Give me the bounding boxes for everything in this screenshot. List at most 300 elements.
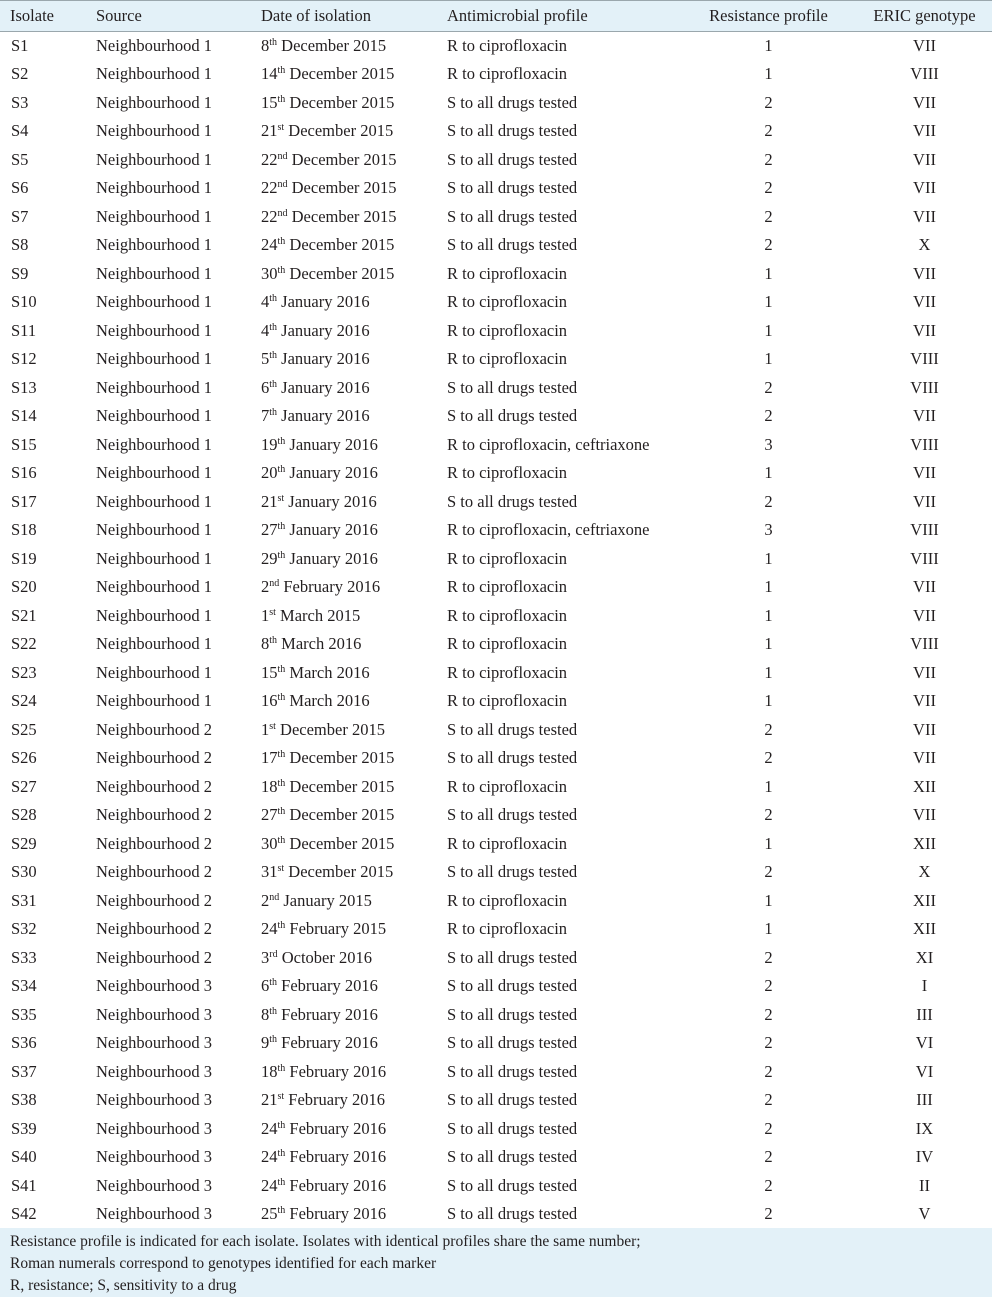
date-cell [251, 1058, 437, 1087]
header-date: Date of isolation [251, 1, 437, 32]
source-cell: Neighbourhood 3 [96, 1175, 212, 1195]
source-cell: Neighbourhood 2 [96, 919, 212, 939]
table-body [0, 32, 992, 1229]
header-resistance-profile: Resistance profile [680, 1, 857, 32]
date-day: 21 [261, 1090, 278, 1110]
table-row [0, 203, 992, 232]
eric-genotype-cell: XII [913, 776, 936, 796]
date-suffix: th [277, 264, 286, 276]
antimicrobial-profile-cell: S to all drugs tested [447, 121, 578, 141]
antimicrobial-profile-cell: S to all drugs tested [447, 1175, 578, 1195]
isolate-cell: S26 [11, 748, 37, 768]
date-day: 1 [261, 605, 270, 625]
date-cell [251, 231, 437, 260]
date-cell [251, 1172, 437, 1201]
antimicrobial-profile-cell: S to all drugs tested [447, 406, 578, 426]
resistance-profile-cell: 1 [764, 263, 773, 283]
eric-genotype-cell: VII [913, 577, 936, 597]
date-month-year: February 2016 [289, 1118, 387, 1138]
antimicrobial-profile-cell: S to all drugs tested [447, 1204, 578, 1224]
table-row [0, 146, 992, 175]
date-month-year: March 2016 [281, 634, 362, 654]
date-day: 8 [261, 634, 270, 654]
date-day: 19 [261, 434, 278, 454]
date-suffix: nd [277, 207, 288, 219]
antimicrobial-profile-cell: R to ciprofloxacin [447, 833, 568, 853]
eric-genotype-cell: VII [913, 149, 936, 169]
date-day: 27 [261, 520, 278, 540]
date-month-year: February 2016 [281, 976, 378, 996]
source-cell: Neighbourhood 3 [96, 1147, 212, 1167]
eric-genotype-cell: VII [913, 263, 936, 283]
table-row [0, 716, 992, 745]
date-month-year: March 2015 [280, 605, 361, 625]
isolate-cell: S15 [11, 434, 37, 454]
source-cell: Neighbourhood 3 [96, 1061, 212, 1081]
resistance-profile-cell: 2 [764, 1033, 773, 1053]
resistance-profile-cell: 2 [764, 1090, 773, 1110]
table-row [0, 1200, 992, 1229]
eric-genotype-cell: VIII [910, 434, 939, 454]
eric-genotype-cell: VI [915, 1033, 934, 1053]
date-day: 9 [261, 1033, 270, 1053]
date-suffix: th [277, 1205, 286, 1217]
table-row [0, 1001, 992, 1030]
resistance-profile-cell: 2 [764, 976, 773, 996]
date-suffix: st [277, 1091, 285, 1103]
antimicrobial-profile-cell: R to ciprofloxacin [447, 662, 568, 682]
eric-genotype-cell: VIII [910, 349, 939, 369]
table-row [0, 1058, 992, 1087]
source-cell: Neighbourhood 1 [96, 121, 212, 141]
date-suffix: th [277, 806, 286, 818]
antimicrobial-profile-cell: R to ciprofloxacin [447, 292, 568, 312]
resistance-profile-cell: 1 [764, 577, 773, 597]
date-cell [251, 573, 437, 602]
table-row [0, 1115, 992, 1144]
date-cell [251, 744, 437, 773]
eric-genotype-cell: X [918, 862, 931, 882]
antimicrobial-profile-cell: S to all drugs tested [447, 748, 578, 768]
table-row [0, 89, 992, 118]
date-suffix: th [277, 236, 286, 248]
date-cell [251, 345, 437, 374]
date-suffix: th [269, 321, 278, 333]
isolate-cell: S7 [11, 206, 29, 226]
eric-genotype-cell: VII [913, 320, 936, 340]
date-month-year: December 2015 [291, 178, 397, 198]
eric-genotype-cell: VII [913, 178, 936, 198]
eric-genotype-cell: VII [913, 92, 936, 112]
date-suffix: th [269, 378, 278, 390]
isolate-cell: S21 [11, 605, 37, 625]
table-row [0, 972, 992, 1001]
date-month-year: February 2016 [289, 1147, 387, 1167]
date-month-year: January 2015 [283, 890, 372, 910]
resistance-profile-cell: 2 [764, 235, 773, 255]
eric-genotype-cell: VII [913, 605, 936, 625]
resistance-profile-cell: 1 [764, 605, 773, 625]
table-row [0, 374, 992, 403]
date-day: 30 [261, 263, 278, 283]
antimicrobial-profile-cell: R to ciprofloxacin, ceftriaxone [447, 434, 650, 454]
antimicrobial-profile-cell: R to ciprofloxacin [447, 919, 568, 939]
table-row [0, 630, 992, 659]
source-cell: Neighbourhood 1 [96, 434, 212, 454]
antimicrobial-profile-cell: S to all drugs tested [447, 149, 578, 169]
isolate-cell: S35 [11, 1004, 37, 1024]
isolate-cell: S17 [11, 491, 37, 511]
source-cell: Neighbourhood 3 [96, 1033, 212, 1053]
isolate-cell: S40 [11, 1147, 37, 1167]
date-day: 4 [261, 320, 270, 340]
date-cell [251, 1115, 437, 1144]
eric-genotype-cell: VII [913, 206, 936, 226]
resistance-profile-cell: 2 [764, 1204, 773, 1224]
antimicrobial-profile-cell: R to ciprofloxacin [447, 463, 568, 483]
eric-genotype-cell: XII [913, 833, 936, 853]
date-month-year: December 2015 [288, 121, 394, 141]
table-row [0, 1172, 992, 1201]
date-day: 22 [261, 149, 278, 169]
table-row [0, 1029, 992, 1058]
source-cell: Neighbourhood 2 [96, 719, 212, 739]
table-row [0, 459, 992, 488]
eric-genotype-cell: VIII [910, 377, 939, 397]
date-day: 6 [261, 377, 270, 397]
date-day: 16 [261, 691, 278, 711]
date-day: 17 [261, 748, 278, 768]
date-cell [251, 944, 437, 973]
resistance-profile-cell: 1 [764, 662, 773, 682]
date-cell [251, 32, 437, 61]
isolate-cell: S14 [11, 406, 37, 426]
antimicrobial-profile-cell: R to ciprofloxacin [447, 36, 568, 55]
date-suffix: th [269, 37, 278, 48]
date-suffix: th [277, 549, 286, 561]
date-cell [251, 716, 437, 745]
date-month-year: January 2016 [281, 349, 370, 369]
date-cell [251, 260, 437, 289]
resistance-profile-cell: 2 [764, 805, 773, 825]
date-month-year: October 2016 [281, 947, 372, 967]
resistance-profile-cell: 2 [764, 1118, 773, 1138]
isolate-cell: S1 [11, 36, 29, 55]
date-month-year: February 2016 [281, 1004, 378, 1024]
date-month-year: February 2015 [289, 919, 387, 939]
date-day: 21 [261, 121, 278, 141]
eric-genotype-cell: V [918, 1204, 931, 1224]
date-cell [251, 972, 437, 1001]
eric-genotype-cell: IV [915, 1147, 934, 1167]
table-row [0, 488, 992, 517]
eric-genotype-cell: VII [913, 748, 936, 768]
source-cell: Neighbourhood 2 [96, 776, 212, 796]
antimicrobial-profile-cell: S to all drugs tested [447, 1061, 578, 1081]
header-row [0, 1, 992, 32]
antimicrobial-profile-cell: S to all drugs tested [447, 805, 578, 825]
date-suffix: th [269, 407, 278, 419]
table-row [0, 1143, 992, 1172]
resistance-profile-cell: 1 [764, 292, 773, 312]
date-day: 24 [261, 235, 278, 255]
resistance-profile-cell: 3 [764, 434, 773, 454]
resistance-profile-cell: 2 [764, 748, 773, 768]
isolate-cell: S33 [11, 947, 37, 967]
antimicrobial-profile-cell: R to ciprofloxacin [447, 320, 568, 340]
source-cell: Neighbourhood 2 [96, 947, 212, 967]
eric-genotype-cell: I [921, 976, 928, 996]
date-cell [251, 830, 437, 859]
table-row [0, 317, 992, 346]
eric-genotype-cell: VII [913, 719, 936, 739]
isolate-cell: S31 [11, 890, 37, 910]
date-month-year: December 2015 [291, 206, 397, 226]
isolate-cell: S9 [11, 263, 29, 283]
date-cell [251, 773, 437, 802]
resistance-profile-cell: 2 [764, 206, 773, 226]
resistance-profile-cell: 1 [764, 548, 773, 568]
date-day: 24 [261, 1175, 278, 1195]
antimicrobial-profile-cell: R to ciprofloxacin [447, 548, 568, 568]
date-cell [251, 488, 437, 517]
date-month-year: December 2015 [289, 235, 395, 255]
date-cell [251, 146, 437, 175]
isolate-cell: S8 [11, 235, 29, 255]
source-cell: Neighbourhood 1 [96, 235, 212, 255]
table-row [0, 545, 992, 574]
date-month-year: January 2016 [289, 434, 378, 454]
date-cell [251, 887, 437, 916]
date-month-year: January 2016 [289, 548, 378, 568]
source-cell: Neighbourhood 3 [96, 1204, 212, 1224]
eric-genotype-cell: VI [915, 1061, 934, 1081]
resistance-profile-cell: 1 [764, 890, 773, 910]
isolate-cell: S13 [11, 377, 37, 397]
date-day: 21 [261, 491, 278, 511]
eric-genotype-cell: VIII [910, 548, 939, 568]
antimicrobial-profile-cell: R to ciprofloxacin [447, 263, 568, 283]
isolate-cell: S2 [11, 64, 29, 84]
date-month-year: December 2015 [289, 64, 395, 84]
date-suffix: th [277, 464, 286, 476]
isolate-cell: S25 [11, 719, 37, 739]
resistance-profile-cell: 2 [764, 491, 773, 511]
date-day: 15 [261, 92, 278, 112]
table-row [0, 174, 992, 203]
isolate-cell: S4 [11, 121, 29, 141]
source-cell: Neighbourhood 1 [96, 634, 212, 654]
isolate-cell: S42 [11, 1204, 37, 1224]
isolate-cell: S24 [11, 691, 37, 711]
source-cell: Neighbourhood 2 [96, 805, 212, 825]
date-day: 22 [261, 178, 278, 198]
table-row [0, 944, 992, 973]
table-row [0, 288, 992, 317]
isolate-cell: S16 [11, 463, 37, 483]
date-suffix: th [277, 1176, 286, 1188]
resistance-profile-cell: 1 [764, 349, 773, 369]
date-cell [251, 630, 437, 659]
date-day: 2 [261, 577, 270, 597]
antimicrobial-profile-cell: S to all drugs tested [447, 1004, 578, 1024]
eric-genotype-cell: X [918, 235, 931, 255]
date-month-year: December 2015 [289, 263, 395, 283]
antimicrobial-profile-cell: R to ciprofloxacin [447, 634, 568, 654]
source-cell: Neighbourhood 1 [96, 320, 212, 340]
date-month-year: December 2015 [288, 862, 394, 882]
eric-genotype-cell: IX [915, 1118, 934, 1138]
eric-genotype-cell: VIII [910, 64, 939, 84]
eric-genotype-cell: II [919, 1175, 930, 1195]
eric-genotype-cell: VII [913, 805, 936, 825]
date-suffix: rd [269, 948, 278, 960]
eric-genotype-cell: VII [913, 292, 936, 312]
date-cell [251, 89, 437, 118]
table-row [0, 431, 992, 460]
date-suffix: th [277, 1148, 286, 1160]
source-cell: Neighbourhood 1 [96, 548, 212, 568]
isolate-cell: S18 [11, 520, 37, 540]
isolate-cell: S39 [11, 1118, 37, 1138]
resistance-profile-cell: 2 [764, 92, 773, 112]
antimicrobial-profile-cell: R to ciprofloxacin [447, 577, 568, 597]
table-row [0, 260, 992, 289]
date-suffix: th [277, 663, 286, 675]
isolate-cell: S37 [11, 1061, 37, 1081]
date-day: 31 [261, 862, 278, 882]
eric-genotype-cell: VII [913, 121, 936, 141]
date-month-year: March 2016 [289, 662, 370, 682]
source-cell: Neighbourhood 1 [96, 64, 212, 84]
source-cell: Neighbourhood 2 [96, 890, 212, 910]
date-suffix: th [277, 521, 286, 533]
date-month-year: March 2016 [289, 691, 370, 711]
date-cell [251, 1200, 437, 1229]
table-row [0, 659, 992, 688]
date-month-year: February 2016 [289, 1175, 387, 1195]
date-suffix: th [277, 93, 286, 105]
isolate-cell: S5 [11, 149, 29, 169]
date-suffix: th [277, 920, 286, 932]
date-suffix: th [277, 1062, 286, 1074]
date-month-year: February 2016 [281, 1033, 378, 1053]
date-day: 18 [261, 776, 278, 796]
date-suffix: st [269, 606, 276, 618]
resistance-profile-cell: 1 [764, 691, 773, 711]
date-day: 24 [261, 1118, 278, 1138]
date-suffix: th [269, 977, 278, 989]
antimicrobial-profile-cell: S to all drugs tested [447, 1147, 578, 1167]
source-cell: Neighbourhood 1 [96, 377, 212, 397]
eric-genotype-cell: XII [913, 890, 936, 910]
date-day: 30 [261, 833, 278, 853]
date-month-year: December 2015 [289, 92, 395, 112]
date-day: 1 [261, 719, 270, 739]
date-day: 4 [261, 292, 270, 312]
source-cell: Neighbourhood 2 [96, 862, 212, 882]
date-day: 7 [261, 406, 270, 426]
source-cell: Neighbourhood 1 [96, 206, 212, 226]
eric-genotype-cell: VII [913, 463, 936, 483]
isolate-cell: S19 [11, 548, 37, 568]
date-cell [251, 687, 437, 716]
resistance-profile-cell: 1 [764, 320, 773, 340]
eric-genotype-cell: VIII [910, 634, 939, 654]
date-day: 24 [261, 1147, 278, 1167]
resistance-profile-cell: 1 [764, 36, 773, 55]
date-suffix: st [277, 492, 285, 504]
date-cell [251, 858, 437, 887]
resistance-profile-cell: 2 [764, 862, 773, 882]
antimicrobial-profile-cell: S to all drugs tested [447, 976, 578, 996]
antimicrobial-profile-cell: S to all drugs tested [447, 1118, 578, 1138]
date-cell [251, 60, 437, 89]
date-month-year: February 2016 [289, 1204, 387, 1224]
date-suffix: th [269, 293, 278, 305]
date-month-year: January 2016 [289, 520, 378, 540]
resistance-profile-cell: 2 [764, 1061, 773, 1081]
source-cell: Neighbourhood 3 [96, 1090, 212, 1110]
antimicrobial-profile-cell: R to ciprofloxacin, ceftriaxone [447, 520, 650, 540]
date-month-year: January 2016 [281, 406, 370, 426]
date-day: 25 [261, 1204, 278, 1224]
date-month-year: December 2015 [289, 805, 395, 825]
date-suffix: th [269, 350, 278, 362]
date-suffix: st [269, 720, 276, 732]
isolate-cell: S41 [11, 1175, 37, 1195]
source-cell: Neighbourhood 1 [96, 92, 212, 112]
date-cell [251, 602, 437, 631]
isolate-cell: S22 [11, 634, 37, 654]
resistance-profile-cell: 2 [764, 719, 773, 739]
antimicrobial-profile-cell: R to ciprofloxacin [447, 691, 568, 711]
table-row [0, 773, 992, 802]
eric-genotype-cell: VII [913, 406, 936, 426]
source-cell: Neighbourhood 3 [96, 1004, 212, 1024]
date-cell [251, 288, 437, 317]
date-suffix: th [277, 65, 286, 77]
date-suffix: th [269, 635, 278, 647]
table-row [0, 858, 992, 887]
source-cell: Neighbourhood 1 [96, 263, 212, 283]
eric-genotype-cell: VII [913, 491, 936, 511]
eric-genotype-cell: VII [913, 691, 936, 711]
date-suffix: th [277, 692, 286, 704]
date-month-year: February 2016 [283, 577, 381, 597]
antimicrobial-profile-cell: S to all drugs tested [447, 92, 578, 112]
date-day: 8 [261, 1004, 270, 1024]
isolate-cell: S11 [11, 320, 37, 340]
date-month-year: December 2015 [291, 149, 397, 169]
date-cell [251, 174, 437, 203]
date-suffix: th [277, 435, 286, 447]
antimicrobial-profile-cell: S to all drugs tested [447, 1033, 578, 1053]
date-day: 22 [261, 206, 278, 226]
date-month-year: December 2015 [280, 719, 385, 739]
eric-genotype-cell: VII [913, 662, 936, 682]
antimicrobial-profile-cell: R to ciprofloxacin [447, 890, 568, 910]
isolate-cell: S23 [11, 662, 37, 682]
table-row [0, 687, 992, 716]
isolate-cell: S3 [11, 92, 29, 112]
date-suffix: nd [277, 179, 288, 191]
antimicrobial-profile-cell: S to all drugs tested [447, 178, 578, 198]
eric-genotype-cell: XII [913, 919, 936, 939]
table-row [0, 345, 992, 374]
resistance-profile-cell: 1 [764, 833, 773, 853]
date-day: 14 [261, 64, 278, 84]
